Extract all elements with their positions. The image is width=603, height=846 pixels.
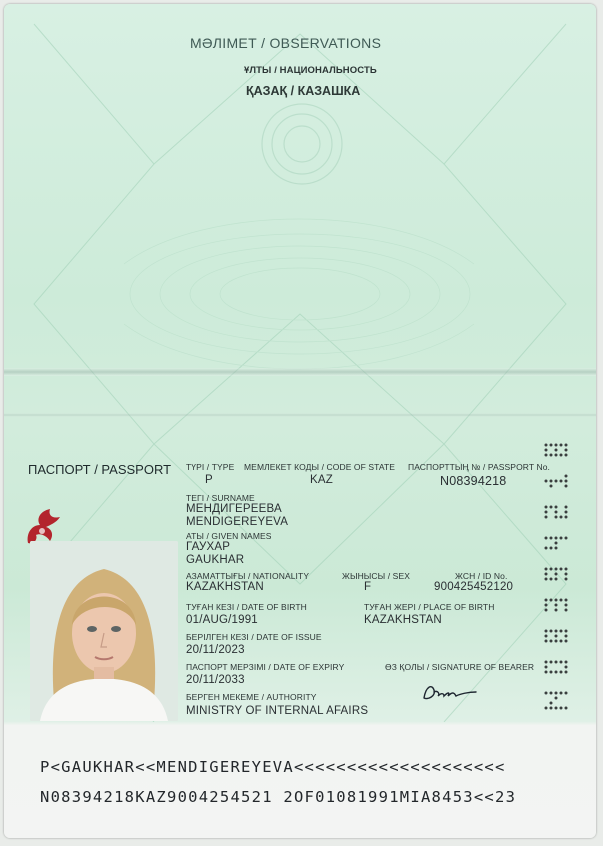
holder-photo bbox=[30, 541, 178, 721]
perforation-dot bbox=[560, 707, 563, 710]
page-fold bbox=[4, 368, 596, 376]
passport-no-label: ПАСПОРТТЫҢ № / PASSPORT No. bbox=[408, 462, 550, 472]
perforation-dot bbox=[545, 568, 548, 571]
perforation-dot bbox=[565, 537, 568, 540]
perforation-dot bbox=[555, 516, 558, 519]
perforation-dot bbox=[555, 506, 558, 509]
sex-value: F bbox=[364, 581, 372, 593]
perforation-dot bbox=[555, 537, 558, 540]
page-fold-secondary bbox=[4, 413, 596, 417]
issue-value: 20/11/2023 bbox=[186, 644, 245, 656]
perforation-dot bbox=[555, 604, 558, 607]
perforation-dot bbox=[565, 454, 568, 457]
perforation-dot bbox=[545, 692, 548, 695]
perforation-dot bbox=[565, 511, 568, 514]
id-no-value: 900425452120 bbox=[434, 581, 514, 593]
perforation-dot bbox=[550, 599, 553, 602]
signature-label: ӨЗ ҚОЛЫ / SIGNATURE OF BEARER bbox=[385, 662, 535, 672]
perforation-dot bbox=[555, 635, 558, 638]
perforation-dot bbox=[560, 661, 563, 664]
perforation-dot bbox=[565, 661, 568, 664]
perforation-dot bbox=[550, 702, 553, 705]
perforation-dot bbox=[555, 547, 558, 550]
perforation-dot bbox=[565, 578, 568, 581]
perforation-dot bbox=[555, 692, 558, 695]
surname-latin: MENDIGEREYEVA bbox=[186, 516, 289, 528]
perforation-dot bbox=[560, 692, 563, 695]
perforation-dot bbox=[565, 630, 568, 633]
state-label: МЕМЛЕКЕТ КОДЫ / CODE OF STATE bbox=[244, 462, 396, 472]
perforation-dot bbox=[550, 578, 553, 581]
perforation-dot bbox=[565, 635, 568, 638]
dob-value: 01/AUG/1991 bbox=[186, 614, 258, 626]
perforation-dot bbox=[555, 609, 558, 612]
perforation-dot bbox=[545, 640, 548, 643]
perforation-dot bbox=[560, 537, 563, 540]
authority-value: MINISTRY OF INTERNAL AFAIRS bbox=[186, 705, 369, 717]
perforation-dot bbox=[560, 568, 563, 571]
given-names-cyrillic: ГАУХАР bbox=[186, 541, 231, 553]
perforation-dot bbox=[555, 573, 558, 576]
perforation-dot bbox=[555, 630, 558, 633]
perforation-dot bbox=[565, 444, 568, 447]
perforation-dot bbox=[555, 640, 558, 643]
mrz-line-1: P<GAUKHAR<<MENDIGEREYEVA<<<<<<<<<<<<<<<<<<<< bbox=[40, 758, 506, 776]
perforation-dot bbox=[555, 444, 558, 447]
nationality-label: АЗАМАТТЫҒЫ / NATIONALITY bbox=[186, 571, 310, 581]
perforation-dot bbox=[565, 573, 568, 576]
perforation-dot bbox=[545, 630, 548, 633]
surname-label: ТЕГІ / SURNAME bbox=[186, 493, 255, 503]
expiry-label: ПАСПОРТ МЕРЗІМІ / DATE OF EXPIRY bbox=[186, 662, 345, 672]
pob-label: ТУҒАН ЖЕРІ / PLACE OF BIRTH bbox=[364, 602, 495, 612]
perforation-dot bbox=[545, 635, 548, 638]
perforation-dot bbox=[565, 599, 568, 602]
perforation-dot bbox=[565, 449, 568, 452]
perforation-dot bbox=[545, 671, 548, 674]
authority-label: БЕРГЕН МЕКЕМЕ / AUTHORITY bbox=[186, 692, 317, 702]
perforation-dot bbox=[545, 506, 548, 509]
perforation-dot bbox=[545, 573, 548, 576]
perforation-dot bbox=[550, 506, 553, 509]
perforation-dot bbox=[550, 568, 553, 571]
perforation-dot bbox=[545, 661, 548, 664]
perforation-dot bbox=[555, 697, 558, 700]
perforation-dot bbox=[565, 707, 568, 710]
perforation-dot bbox=[560, 671, 563, 674]
perforation-dot bbox=[550, 671, 553, 674]
perforation-dot bbox=[545, 516, 548, 519]
perforation-dot bbox=[545, 511, 548, 514]
perforation-dot bbox=[565, 516, 568, 519]
perforation-dot bbox=[550, 444, 553, 447]
perforation-dot bbox=[555, 511, 558, 514]
perforation-dot bbox=[565, 475, 568, 478]
perforation-dot bbox=[555, 578, 558, 581]
perforation-dot bbox=[545, 604, 548, 607]
perforation-dot bbox=[565, 604, 568, 607]
given-names-latin: GAUKHAR bbox=[186, 554, 245, 566]
perforation-dot bbox=[550, 485, 553, 488]
perforation-dot bbox=[560, 454, 563, 457]
perforation-dot bbox=[560, 599, 563, 602]
perforation-dot bbox=[555, 671, 558, 674]
pob-value: KAZAKHSTAN bbox=[364, 614, 442, 626]
perforation-dot bbox=[565, 666, 568, 669]
perforation-dot bbox=[560, 480, 563, 483]
perforation-dot bbox=[545, 547, 548, 550]
nationality-value: KAZAKHSTAN bbox=[186, 581, 264, 593]
signature-image bbox=[418, 680, 482, 706]
perforation-dot bbox=[560, 516, 563, 519]
perforation-dot bbox=[555, 542, 558, 545]
perforation-dot bbox=[545, 666, 548, 669]
issue-label: БЕРІЛГЕН КЕЗІ / DATE OF ISSUE bbox=[186, 632, 322, 642]
perforation-dot bbox=[550, 661, 553, 664]
perforation-dot bbox=[565, 568, 568, 571]
perforation-dot bbox=[565, 609, 568, 612]
perforation-dot bbox=[560, 630, 563, 633]
perforation-dot bbox=[550, 547, 553, 550]
perforation-dot bbox=[550, 537, 553, 540]
passport-no-value: N08394218 bbox=[440, 474, 507, 488]
nationality-ethnic-value: ҚАЗАҚ / КАЗАШКА bbox=[246, 84, 361, 98]
perforation-dot bbox=[565, 506, 568, 509]
perforation-dot bbox=[555, 454, 558, 457]
perforation-dot bbox=[550, 454, 553, 457]
perforation-dot bbox=[550, 480, 553, 483]
given-names-label: АТЫ / GIVEN NAMES bbox=[186, 531, 272, 541]
mrz-line-2: N08394218KAZ9004254521 2OF01081991MIA8453<<23 bbox=[40, 788, 517, 806]
perforation-dot bbox=[550, 640, 553, 643]
perforation-dot bbox=[565, 671, 568, 674]
perforation-dot bbox=[565, 692, 568, 695]
id-no-label: ЖСН / ID No. bbox=[455, 571, 508, 581]
perforation-dot bbox=[555, 707, 558, 710]
state-value: KAZ bbox=[310, 474, 333, 486]
perforation-dot bbox=[550, 707, 553, 710]
perforation-dot bbox=[560, 640, 563, 643]
perforation-dot bbox=[545, 449, 548, 452]
perforation-dot bbox=[545, 454, 548, 457]
perforation-dot bbox=[545, 578, 548, 581]
perforation-dot bbox=[545, 444, 548, 447]
perforation-dot bbox=[565, 640, 568, 643]
nationality-header: ҰЛТЫ / НАЦИОНАЛЬНОСТЬ bbox=[244, 65, 377, 76]
perforation-dot bbox=[550, 692, 553, 695]
perforation-dot bbox=[560, 444, 563, 447]
perforation-dot bbox=[555, 599, 558, 602]
perforation-dot bbox=[545, 537, 548, 540]
perforation-dot bbox=[565, 480, 568, 483]
sex-label: ЖЫНЫСЫ / SEX bbox=[342, 571, 410, 581]
perforation-dot bbox=[555, 568, 558, 571]
perforation-dot bbox=[555, 449, 558, 452]
perforation-dot bbox=[555, 480, 558, 483]
perforation-dot bbox=[545, 480, 548, 483]
document-title: ПАСПОРТ / PASSPORT bbox=[28, 462, 172, 477]
perforation-dot bbox=[555, 661, 558, 664]
perforation-dot bbox=[545, 599, 548, 602]
type-label: ТҮРІ / TYPE bbox=[186, 462, 235, 472]
perforation-dot bbox=[545, 609, 548, 612]
expiry-value: 20/11/2033 bbox=[186, 674, 245, 686]
surname-cyrillic: МЕНДИГЕРЕЕВА bbox=[186, 503, 282, 515]
perforated-number bbox=[540, 118, 572, 718]
perforation-dot bbox=[565, 485, 568, 488]
observations-title: МӘЛІМЕТ / OBSERVATIONS bbox=[190, 35, 382, 51]
dob-label: ТУҒАН КЕЗІ / DATE OF BIRTH bbox=[186, 602, 307, 612]
type-value: P bbox=[205, 474, 213, 486]
perforation-dot bbox=[545, 707, 548, 710]
perforation-dot bbox=[550, 630, 553, 633]
